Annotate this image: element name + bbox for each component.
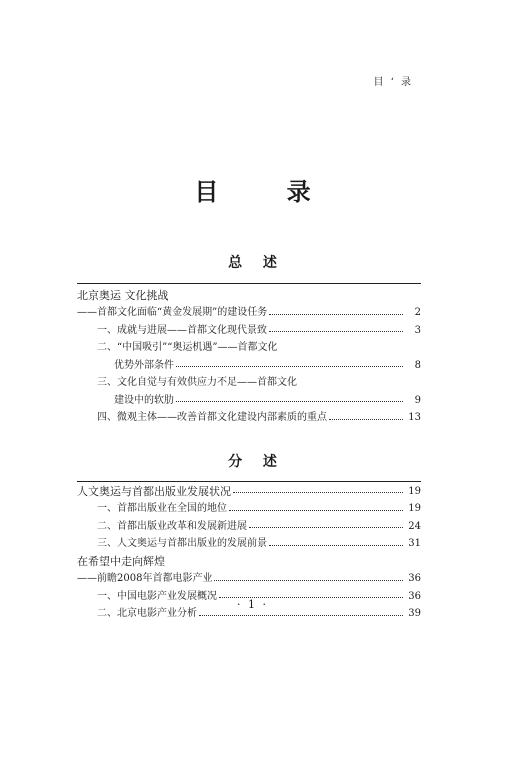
toc-entry-page: 19 — [408, 485, 421, 497]
section-heading-overview: 总 述 — [228, 255, 285, 271]
toc-entry-title: 北京奥运 文化挑战 — [77, 288, 169, 302]
toc-entry[interactable] — [77, 337, 421, 355]
toc-entry-title: 二、首都出版业改革和发展新进展 — [97, 520, 247, 532]
toc-entry[interactable] — [77, 498, 421, 516]
dot-leader — [249, 519, 403, 528]
toc-entry[interactable] — [77, 389, 421, 407]
toc-entry-page: 3 — [414, 324, 421, 336]
dot-leader — [219, 589, 403, 598]
page-number: · 1 · — [237, 598, 268, 611]
toc-entry[interactable] — [77, 302, 421, 320]
toc-entry-title: 人文奥运与首都出版业发展状况 — [77, 484, 231, 498]
dot-leader — [269, 306, 403, 315]
toc-entry-title: 优势外部条件 — [114, 359, 174, 371]
toc-entry-page: 19 — [408, 503, 421, 514]
toc-entry-page: 8 — [414, 359, 421, 371]
dot-leader — [214, 572, 403, 581]
toc-entry-page: 31 — [408, 538, 421, 549]
toc-entry-page: 39 — [408, 608, 421, 619]
toc-entry-title: 在希望中走向辉煌 — [77, 554, 165, 568]
toc-entry[interactable] — [77, 354, 421, 372]
toc-entry-page: 13 — [408, 412, 421, 423]
dot-leader — [176, 358, 403, 367]
running-header: 目 ‘ 录 — [373, 77, 413, 88]
toc-entry-page: 9 — [414, 394, 421, 406]
toc-entry[interactable] — [77, 550, 421, 568]
dot-leader — [176, 393, 403, 402]
toc-entry-page: 24 — [408, 520, 421, 532]
dot-leader — [269, 537, 403, 546]
page-title: 目 录 — [194, 177, 341, 206]
dot-leader — [229, 502, 403, 511]
toc-entry-title: 建设中的软肋 — [114, 394, 174, 406]
toc-entry[interactable] — [77, 533, 421, 551]
toc-section-overview — [77, 284, 421, 424]
toc-entry-title: 一、首都出版业在全国的地位 — [97, 503, 227, 514]
toc-entry[interactable] — [77, 480, 421, 498]
toc-entry-title: 一、中国电影产业发展概况 — [97, 590, 217, 602]
toc-entry-page: 36 — [408, 573, 421, 584]
toc-entry-page: 2 — [414, 307, 421, 318]
dot-leader — [329, 411, 403, 420]
toc-entry[interactable] — [77, 319, 421, 337]
toc-entry[interactable] — [77, 284, 421, 302]
toc-entry[interactable] — [77, 407, 421, 425]
toc-entry-title: 四、微观主体——改善首都文化建设内部素质的重点 — [97, 412, 327, 423]
toc-entry-title: 二、“中国吸引”“奥运机遇”——首都文化 — [97, 342, 278, 353]
toc-entry[interactable] — [77, 515, 421, 533]
toc-entry-title: 三、人文奥运与首都出版业的发展前景 — [97, 538, 267, 549]
section-heading-details: 分 述 — [228, 454, 285, 470]
dot-leader — [269, 323, 403, 332]
toc-entry[interactable] — [77, 568, 421, 586]
dot-leader — [233, 484, 403, 493]
toc-entry-page: 36 — [408, 590, 421, 602]
toc-entry-title: 三、文化自觉与有效供应力不足——首都文化 — [97, 377, 297, 388]
toc-entry-title: 二、北京电影产业分析 — [97, 608, 197, 619]
toc-entry-title: ——前瞻2008年首都电影产业 — [77, 573, 213, 584]
toc-entry[interactable] — [77, 372, 421, 390]
toc-entry-title: 一、成就与进展——首都文化现代景致 — [97, 324, 267, 336]
toc-entry-title: ——首都文化面临“黄金发展期”的建设任务 — [77, 307, 268, 318]
